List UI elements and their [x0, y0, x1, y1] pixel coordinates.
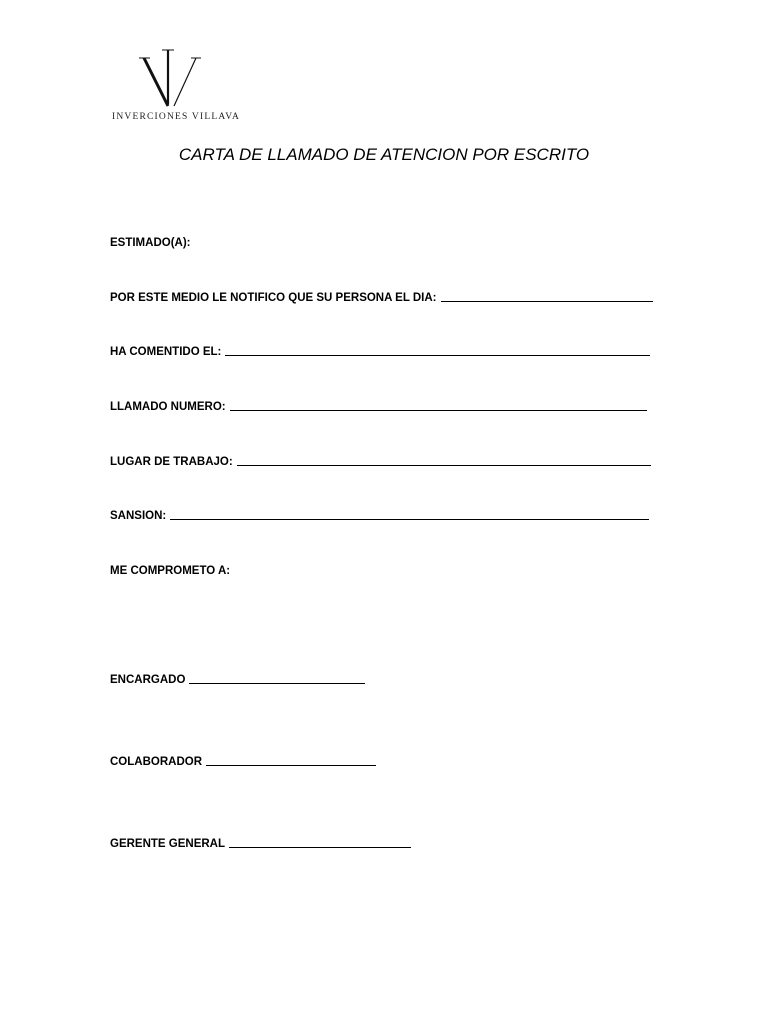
sansion-line: [110, 506, 649, 522]
estimado-label: ESTIMADO(A):: [110, 237, 191, 249]
estimado-line: [110, 233, 191, 249]
fecha-blank: [441, 290, 653, 302]
logo-monogram-icon: [112, 44, 232, 112]
logo-company-name: INVERCIONES VILLAVA: [112, 112, 241, 122]
document-title: CARTA DE LLAMADO DE ATENCION POR ESCRITO: [178, 145, 590, 164]
company-logo: [112, 44, 241, 128]
colaborador-label: COLABORADOR: [110, 756, 202, 768]
cometido-blank: [225, 344, 650, 356]
llamado-blank: [230, 399, 647, 411]
colaborador-line: [110, 752, 376, 768]
lugar-line: [110, 452, 651, 468]
fecha-line: [110, 288, 653, 304]
gerente-signature-blank: [229, 836, 411, 848]
gerente-label: GERENTE GENERAL: [110, 838, 226, 850]
lugar-blank: [237, 454, 651, 466]
sansion-blank: [170, 508, 649, 520]
fecha-label: POR ESTE MEDIO LE NOTIFICO QUE SU PERSONA EL DIA:: [110, 292, 437, 304]
gerente-line: [110, 834, 411, 850]
llamado-line: [110, 397, 647, 413]
lugar-label: LUGAR DE TRABAJO:: [110, 456, 233, 468]
colaborador-signature-blank: [206, 754, 376, 766]
encargado-signature-blank: [189, 672, 365, 684]
cometido-label: HA COMENTIDO EL:: [110, 346, 222, 358]
cometido-line: [110, 342, 650, 358]
compromiso-line: [110, 561, 230, 577]
sansion-label: SANSION:: [110, 510, 167, 522]
compromiso-label: ME COMPROMETO A:: [110, 565, 231, 577]
llamado-label: LLAMADO NUMERO:: [110, 401, 226, 413]
encargado-line: [110, 670, 365, 686]
encargado-label: ENCARGADO: [110, 674, 186, 686]
